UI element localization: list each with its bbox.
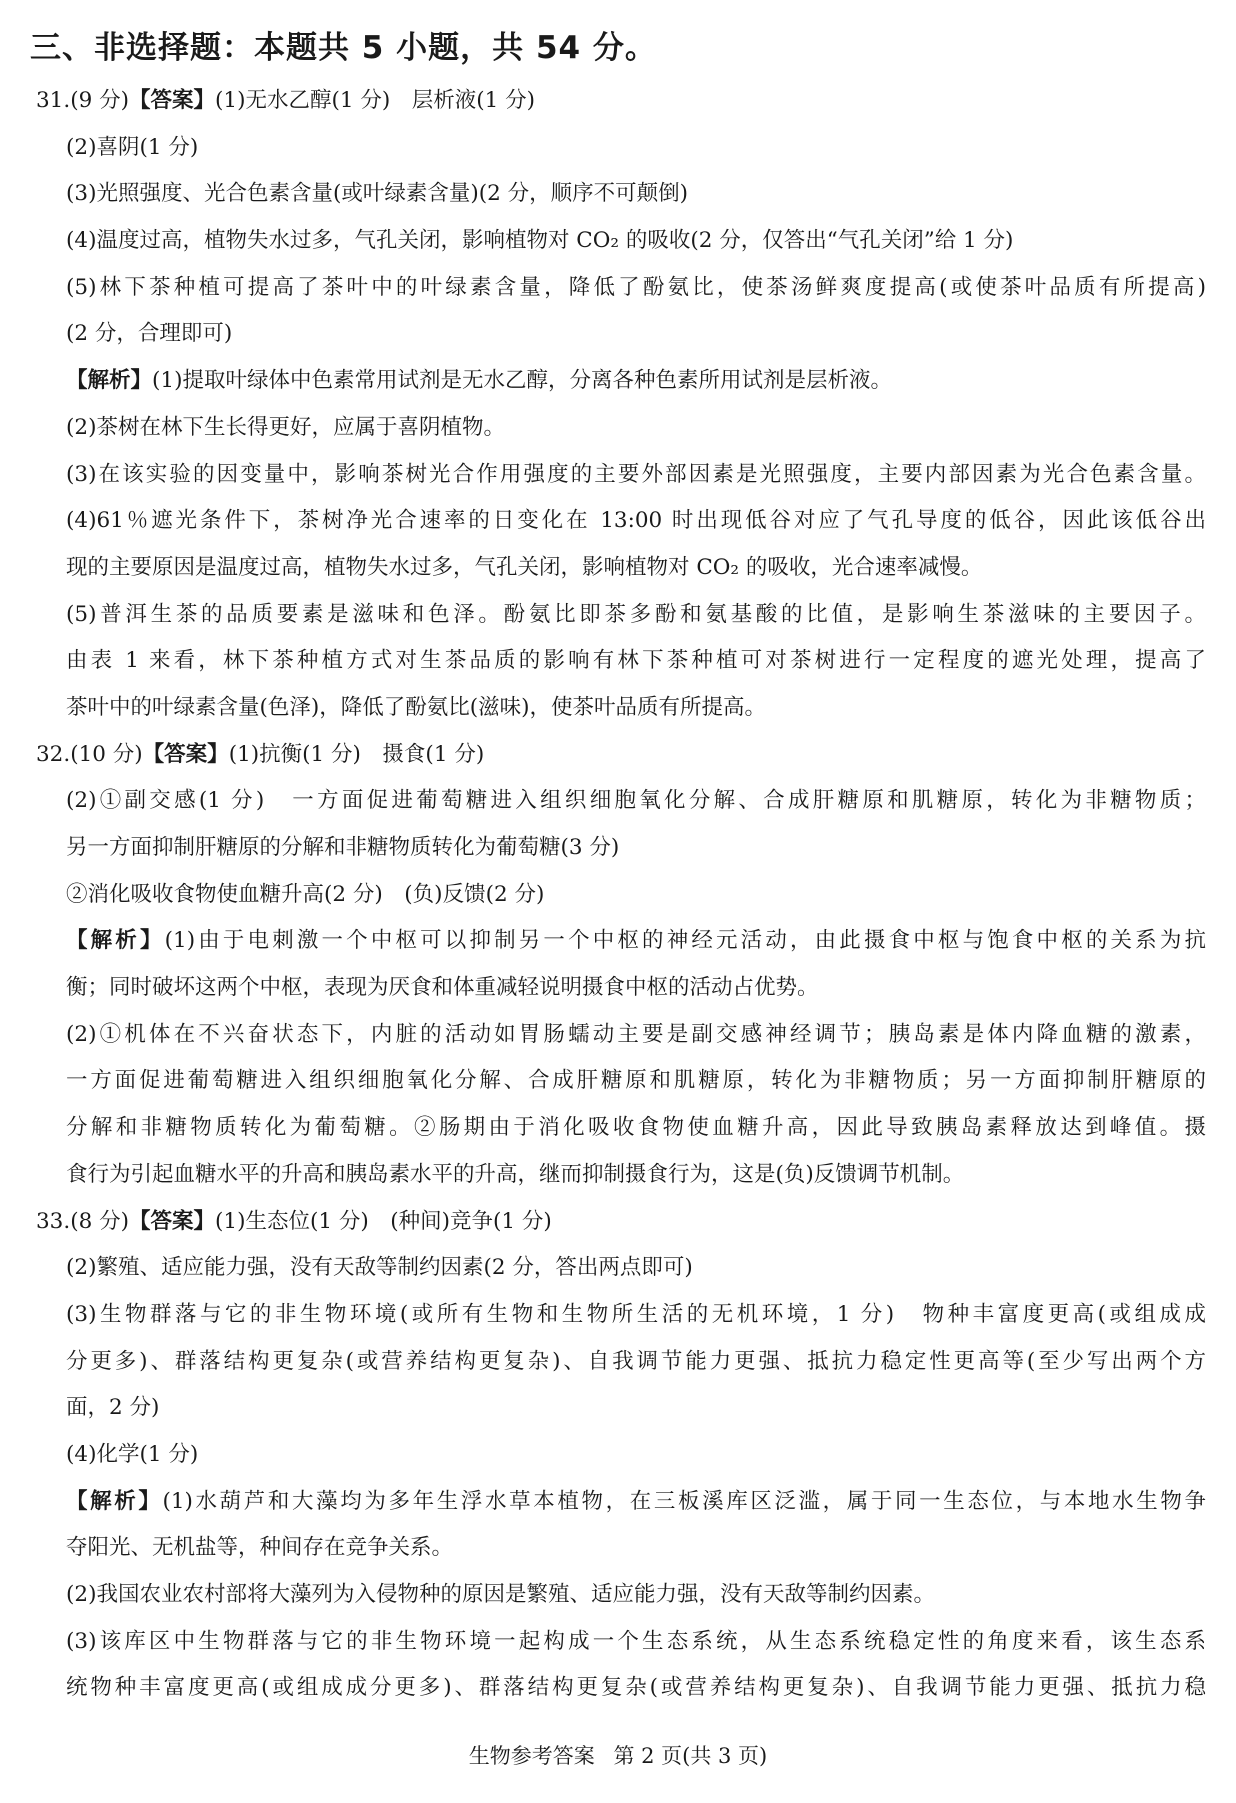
text-line — [36, 125, 1206, 172]
line-text: 食行为引起血糖水平的升高和胰岛素水平的升高，继而抑制摄食行为，这是(负)反馈调节机制。 — [66, 1161, 965, 1187]
text-line — [36, 405, 1206, 452]
line-text: 统物种丰富度更高(或组成成分更多)、群落结构更复杂(或营养结构更复杂)、自我调节能力更强、抵抗力稳 — [66, 1675, 1206, 1701]
text-line — [36, 1152, 1206, 1199]
line-text: ②消化吸收食物使血糖升高(2 分) (负)反馈(2 分) — [66, 881, 545, 907]
text-line — [36, 1058, 1206, 1105]
line-text: 夺阳光、无机盐等，种间存在竞争关系。 — [66, 1535, 454, 1561]
label-tag: 【答案】 — [142, 741, 229, 767]
line-text: (2)①副交感(1 分) 一方面促进葡萄糖进入组织细胞氧化分解、合成肝糖原和肌糖原，转化为非糖物质； — [66, 788, 1206, 814]
footer-subject: 生物参考答案 — [468, 1744, 595, 1768]
answer-content — [36, 78, 1206, 1712]
line-text: (1)抗衡(1 分) 摄食(1 分) — [228, 741, 485, 767]
line-text: (3)该库区中生物群落与它的非生物环境一起构成一个生态系统，从生态系统稳定性的角度来看，该生态系 — [66, 1628, 1206, 1654]
text-line — [36, 171, 1206, 218]
line-text: 分解和非糖物质转化为葡萄糖。②肠期由于消化吸收食物使血糖升高，因此导致胰岛素释放达到峰值。摄 — [66, 1115, 1206, 1141]
text-line — [36, 1385, 1206, 1432]
line-text: 面，2 分) — [66, 1395, 160, 1421]
footer-page-number: 第 2 页(共 3 页) — [613, 1744, 768, 1768]
line-text: 分更多)、群落结构更复杂(或营养结构更复杂)、自我调节能力更强、抵抗力稳定性更高等(至少写出两个方 — [66, 1348, 1206, 1374]
line-text: 衡；同时破坏这两个中枢，表现为厌食和体重减轻说明摄食中枢的活动占优势。 — [66, 975, 819, 1001]
line-text: (3)生物群落与它的非生物环境(或所有生物和生物所生活的无机环境，1 分) 物种丰富度更高(或组成成 — [66, 1301, 1206, 1327]
line-text: (2 分，合理即可) — [66, 321, 233, 347]
text-line — [36, 1479, 1206, 1526]
text-line — [36, 1245, 1206, 1292]
line-text: (4)61％遮光条件下，茶树净光合速率的日变化在 13:00 时出现低谷对应了气孔导度的低谷，因此该低谷出 — [66, 508, 1206, 534]
text-line — [36, 872, 1206, 919]
line-text: 现的主要原因是温度过高，植物失水过多，气孔关闭，影响植物对 CO₂ 的吸收，光合速率减慢。 — [66, 554, 983, 580]
text-line — [36, 1432, 1206, 1479]
text-line — [36, 918, 1206, 965]
text-line — [36, 1105, 1206, 1152]
text-line — [36, 1292, 1206, 1339]
text-line — [36, 965, 1206, 1012]
text-line — [36, 1665, 1206, 1712]
line-text: 33.(8 分) — [36, 1208, 129, 1234]
line-text: (4)化学(1 分) — [66, 1441, 199, 1467]
line-text: (2)①机体在不兴奋状态下，内脏的活动如胃肠蠕动主要是副交感神经调节；胰岛素是体内降血糖的激素， — [66, 1021, 1206, 1047]
text-line — [36, 1012, 1206, 1059]
text-line — [36, 1525, 1206, 1572]
line-text: (5)普洱生茶的品质要素是滋味和色泽。酚氨比即茶多酚和氨基酸的比值，是影响生茶滋味的主要因子。 — [66, 601, 1206, 627]
line-text: (1)提取叶绿体中色素常用试剂是无水乙醇，分离各种色素所用试剂是层析液。 — [152, 368, 892, 394]
line-text: (1)由于电刺激一个中枢可以抑制另一个中枢的神经元活动，由此摄食中枢与饱食中枢的关系为抗 — [164, 928, 1206, 954]
line-text: (1)生态位(1 分) (种间)竞争(1 分) — [215, 1208, 552, 1234]
text-line — [36, 1199, 1206, 1246]
text-line — [36, 1619, 1206, 1666]
text-line — [36, 265, 1206, 312]
text-line — [36, 1339, 1206, 1386]
text-line — [36, 78, 1206, 125]
text-line — [36, 685, 1206, 732]
text-line — [36, 545, 1206, 592]
text-line — [36, 778, 1206, 825]
line-text: (1)无水乙醇(1 分) 层析液(1 分) — [215, 88, 536, 113]
page-footer — [0, 1740, 1236, 1770]
line-text: (5)林下茶种植可提高了茶叶中的叶绿素含量，降低了酚氨比，使茶汤鲜爽度提高(或使茶叶品质有所提高) — [66, 274, 1206, 300]
text-line — [36, 592, 1206, 639]
text-line — [36, 218, 1206, 265]
line-text: (2)繁殖、适应能力强，没有天敌等制约因素(2 分，答出两点即可) — [66, 1255, 693, 1281]
line-text: 由表 1 来看，林下茶种植方式对生茶品质的影响有林下茶种植可对茶树进行一定程度的遮光处理，提高了 — [66, 648, 1206, 674]
text-line — [36, 452, 1206, 499]
line-text: (3)光照强度、光合色素含量(或叶绿素含量)(2 分，顺序不可颠倒) — [66, 181, 689, 207]
line-text: 另一方面抑制肝糖原的分解和非糖物质转化为葡萄糖(3 分) — [66, 835, 620, 860]
line-text: (1)水葫芦和大藻均为多年生浮水草本植物，在三板溪库区泛滥，属于同一生态位，与本地水生物争 — [162, 1488, 1206, 1514]
text-line — [36, 358, 1206, 405]
text-line — [36, 732, 1206, 779]
line-text: (4)温度过高，植物失水过多，气孔关闭，影响植物对 CO₂ 的吸收(2 分，仅答出“气孔关闭”给 1 分) — [66, 228, 1014, 254]
label-tag: 【解析】 — [66, 1488, 163, 1514]
text-line — [36, 825, 1206, 872]
text-line — [36, 498, 1206, 545]
section-title: 三、非选择题：本题共 5 小题，共 54 分。 — [30, 30, 657, 66]
line-text: (2)我国农业农村部将大藻列为入侵物种的原因是繁殖、适应能力强，没有天敌等制约因素。 — [66, 1582, 935, 1607]
text-line — [36, 1572, 1206, 1619]
line-text: (2)喜阴(1 分) — [66, 134, 199, 160]
line-text: 茶叶中的叶绿素含量(色泽)，降低了酚氨比(滋味)，使茶叶品质有所提高。 — [66, 694, 767, 720]
line-text: (3)在该实验的因变量中，影响茶树光合作用强度的主要外部因素是光照强度，主要内部因素为光合色素含量。 — [66, 461, 1206, 487]
text-line — [36, 311, 1206, 358]
text-line — [36, 638, 1206, 685]
label-tag: 【答案】 — [128, 88, 215, 113]
label-tag: 【解析】 — [66, 928, 165, 954]
line-text: 32.(10 分) — [36, 741, 143, 767]
line-text: 31.(9 分) — [36, 88, 129, 113]
line-text: 一方面促进葡萄糖进入组织细胞氧化分解、合成肝糖原和肌糖原，转化为非糖物质；另一方面抑制肝糖原的 — [66, 1068, 1206, 1094]
label-tag: 【答案】 — [128, 1208, 215, 1234]
label-tag: 【解析】 — [66, 368, 153, 394]
line-text: (2)茶树在林下生长得更好，应属于喜阴植物。 — [66, 414, 505, 440]
